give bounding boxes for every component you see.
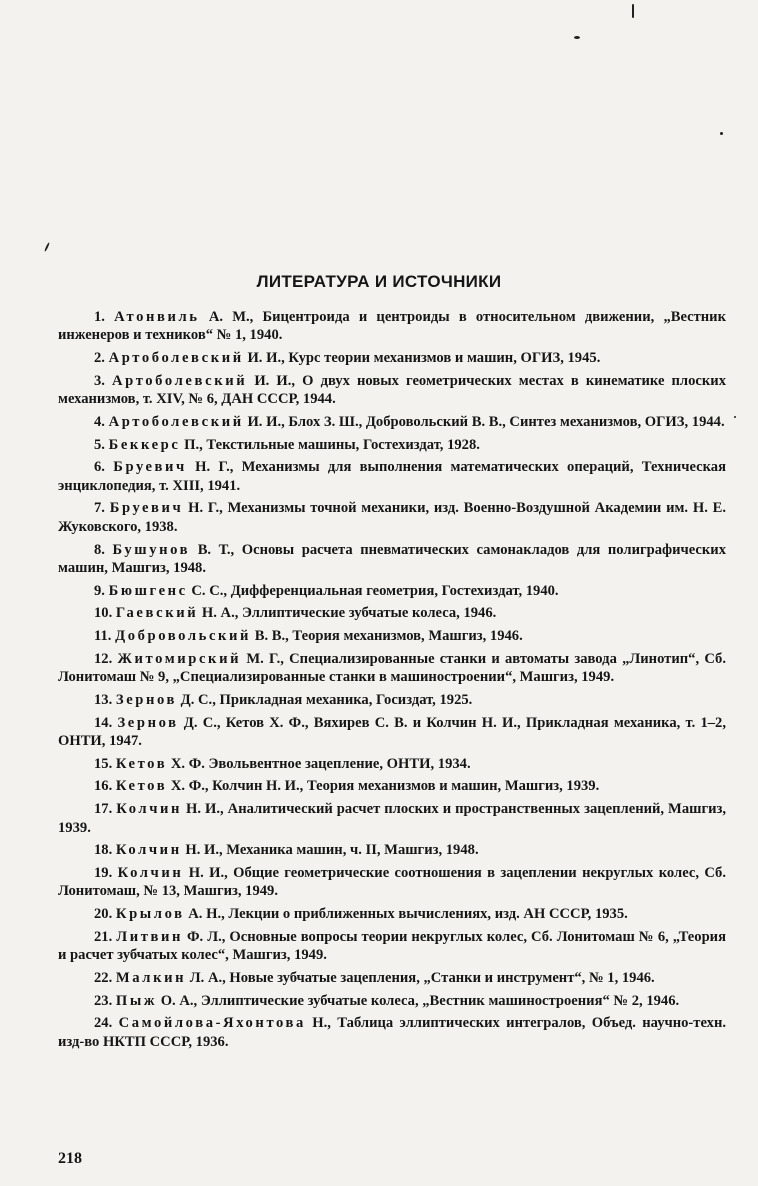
reference-entry [58,905,726,923]
reference-author: Гаевский [115,605,199,622]
reference-author: Артоболевский [112,372,248,389]
reference-author: Беккерс [108,436,181,453]
reference-text: Н. Г., Механизмы точной механики, изд. Военно-Воздушной Академии им. Н. Е. Жуковского, 1938. [58,500,726,535]
reference-entry [58,969,726,987]
reference-number: 21. [94,928,113,945]
reference-number: 8. [94,541,105,558]
reference-author: Колчин [117,864,184,881]
reference-number: 23. [94,992,113,1009]
reference-text: П., Текстильные машины, Гостехиздат, 1928. [180,436,480,453]
reference-author: Бюшгенс [108,582,188,599]
reference-entry [58,604,726,622]
reference-text: Н. И., Общие геометрические соотношения в зацеплении некруглых колес, Сб. Лонитомаш, № 13, Машгиз, 1949. [58,864,726,900]
scan-speck [720,132,723,135]
reference-number: 3. [94,372,105,389]
reference-text: Н. А., Эллиптические зубчатые колеса, 1946. [198,605,497,622]
reference-number: 22. [94,969,113,986]
reference-author: Зернов [115,691,178,708]
reference-author: Пыж [115,992,158,1009]
reference-entry [58,436,726,454]
reference-number: 19. [94,864,113,881]
reference-number: 2. [94,350,105,367]
reference-text: Н. И., Аналитический расчет плоских и пространственных зацеплений, Машгиз, 1939. [58,801,727,836]
reference-text: В. Т., Основы расчета пневматических самонакладов для полиграфических машин, Машгиз, 1948. [58,541,727,576]
reference-text: Д. С., Прикладная механика, Госиздат, 1925. [177,691,473,708]
reference-author: Зернов [117,714,179,731]
reference-text: В. В., Теория механизмов, Машгиз, 1946. [251,628,523,645]
reference-number: 20. [94,906,113,923]
reference-text: И. И., Курс теории механизмов и машин, ОГИЗ, 1945. [243,350,601,367]
reference-entry [58,372,726,409]
reference-entry [58,458,726,495]
reference-entry [58,841,726,859]
reference-entry [58,755,726,773]
reference-entry [58,714,726,751]
reference-author: Литвин [116,928,184,945]
reference-entry [58,499,726,536]
reference-text: Л. А., Новые зубчатые зацепления, „Станки и инструмент“, № 1, 1946. [186,969,655,986]
reference-author: Крылов [115,906,185,923]
reference-entry [58,349,726,367]
reference-number: 4. [94,413,105,430]
scan-speck [574,36,580,39]
reference-author: Малкин [115,969,187,986]
reference-author: Бушунов [112,541,191,558]
reference-number: 17. [94,801,113,818]
reference-entry [58,777,726,795]
scan-speck [44,242,50,252]
scan-speck [632,4,634,18]
reference-author: Артоболевский [108,350,244,367]
reference-text: Х. Ф., Колчин Н. И., Теория механизмов и машин, Машгиз, 1939. [167,778,600,795]
reference-author: Колчин [115,842,182,859]
reference-number: 15. [94,755,113,772]
reference-author: Кетов [115,755,168,772]
reference-author: Житомирский [117,650,242,667]
reference-entry [58,800,726,837]
reference-text: А. Н., Лекции о приближенных вычислениях, изд. АН СССР, 1935. [184,906,628,923]
reference-entry [58,1014,726,1051]
reference-number: 14. [94,714,113,731]
reference-number: 6. [94,459,105,476]
reference-author: Кетов [115,778,168,795]
reference-text: М. Г., Специализированные станки и автоматы завода „Линотип“, Сб. Лонитомаш № 9, „Специализированные станки в машиностроении“, Машгиз, 1949. [58,650,727,686]
reference-author: Бруевич [109,500,184,517]
reference-number: 13. [94,691,113,708]
reference-number: 12. [94,650,113,667]
reference-entry [58,992,726,1010]
reference-number: 24. [94,1015,113,1032]
reference-text: А. М., Бицентроида и центроиды в относительном движении, „Вестник инженеров и техников“ № 1, 1940. [58,309,726,344]
reference-number: 1. [94,309,105,325]
reference-number: 5. [94,436,105,453]
reference-entry [58,541,726,578]
page-title: ЛИТЕРАТУРА И ИСТОЧНИКИ [256,272,502,291]
reference-author: Колчин [116,801,183,818]
reference-author: Бруевич [113,459,187,476]
scan-speck [734,416,736,418]
page-number: 218 [58,1150,82,1167]
reference-text: Н. Г., Механизмы для выполнения математических операций, Техническая энциклопедия, т. XIII, 1941. [58,459,726,494]
reference-entry [58,582,726,600]
reference-entry [58,691,726,709]
reference-number: 10. [94,605,113,622]
reference-author: Добровольский [115,628,252,645]
reference-number: 16. [94,778,113,795]
reference-number: 9. [94,582,105,599]
reference-author: Артоболевский [108,413,244,430]
reference-text: Н., Таблица эллиптических интегралов, Объед. научно-техн. изд-во НКТП СССР, 1936. [58,1015,727,1050]
reference-text: И. И., О двух новых геометрических местах в кинематике плоских механизмов, т. XIV, № 6, ДАН СССР, 1944. [58,372,726,408]
reference-entry [58,627,726,645]
reference-text: Х. Ф. Эвольвентное зацепление, ОНТИ, 1934. [167,755,471,772]
reference-entry [58,308,726,345]
reference-number: 7. [94,500,105,517]
reference-list [58,308,726,1055]
reference-text: Ф. Л., Основные вопросы теории некруглых колес, Сб. Лонитомаш № 6, „Теория и расчет зубчатых колес“, Машгиз, 1949. [58,928,726,964]
reference-text: О. А., Эллиптические зубчатые колеса, „Вестник машиностроения“ № 2, 1946. [157,992,680,1009]
reference-text: Д. С., Кетов Х. Ф., Вяхирев С. В. и Колчин Н. И., Прикладная механика, т. 1–2, ОНТИ, 1947. [58,714,726,749]
reference-number: 11. [94,628,112,645]
reference-entry [58,864,726,901]
reference-text: И. И., Блох З. Ш., Добровольский В. В., Синтез механизмов, ОГИЗ, 1944. [243,413,725,430]
reference-entry [58,650,726,687]
reference-number: 18. [94,842,113,859]
reference-author: Самойлова-Яхонтова [118,1015,306,1032]
reference-text: С. С., Дифференциальная геометрия, Гостехиздат, 1940. [187,582,559,599]
reference-text: Н. И., Механика машин, ч. II, Машгиз, 1948. [181,842,479,859]
reference-entry [58,928,726,965]
reference-author: Атонвиль [114,309,200,325]
reference-entry [58,413,726,431]
